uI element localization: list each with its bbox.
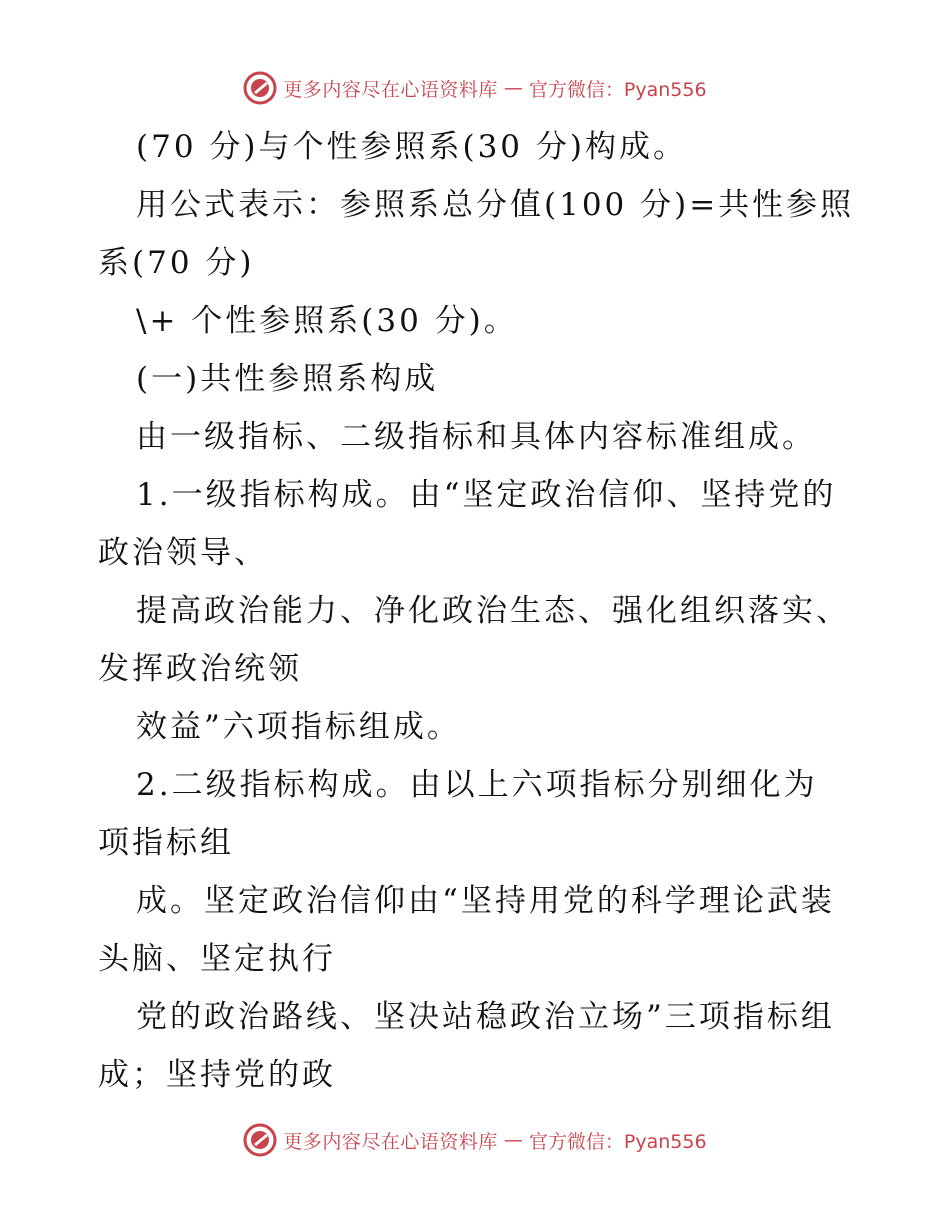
body-line: 2.二级指标构成。由以上六项指标分别细化为 (136, 767, 818, 803)
body-line: 系(70 分) (98, 245, 255, 281)
banner-separator: — (503, 77, 523, 99)
body-line: 党的政治路线、坚决站稳政治立场”三项指标组 (136, 999, 835, 1035)
banner-title: 更多内容尽在心语资料库 (283, 1130, 498, 1153)
body-line: 1.一级指标构成。由“坚定政治信仰、坚持党的 (136, 477, 837, 513)
body-line: 头脑、坚定执行 (98, 941, 336, 977)
body-line: 提高政治能力、净化政治生态、强化组织落实、 (136, 593, 850, 629)
document-body (98, 118, 868, 1104)
body-line: 成。坚定政治信仰由“坚持用党的科学理论武装 (136, 883, 835, 919)
body-line: 成；坚持党的政 (98, 1057, 336, 1093)
seal-logo-icon (243, 71, 277, 105)
body-line: (70 分)与个性参照系(30 分)构成。 (136, 129, 687, 165)
header-banner (0, 66, 950, 110)
seal-logo-icon (243, 1123, 277, 1157)
footer-banner (0, 1118, 950, 1162)
body-line: 政治领导、 (98, 535, 268, 571)
body-line: 项指标组 (98, 825, 234, 861)
banner-separator: — (503, 1129, 523, 1151)
banner-contact: 官方微信：Pyan556 (528, 1130, 707, 1153)
body-line: 由一级指标、二级指标和具体内容标准组成。 (136, 419, 816, 455)
section-heading: (一)共性参照系构成 (136, 361, 439, 397)
body-line: 效益”六项指标组成。 (136, 709, 461, 745)
footer-banner-inner (243, 1123, 706, 1157)
body-line: 用公式表示：参照系总分值(100 分)=共性参照 (136, 187, 855, 223)
banner-title: 更多内容尽在心语资料库 (283, 78, 498, 101)
header-banner-inner (243, 71, 706, 105)
banner-contact: 官方微信：Pyan556 (528, 78, 707, 101)
body-line: \+ 个性参照系(30 分)。 (136, 303, 518, 339)
body-line: 发挥政治统领 (98, 651, 302, 687)
